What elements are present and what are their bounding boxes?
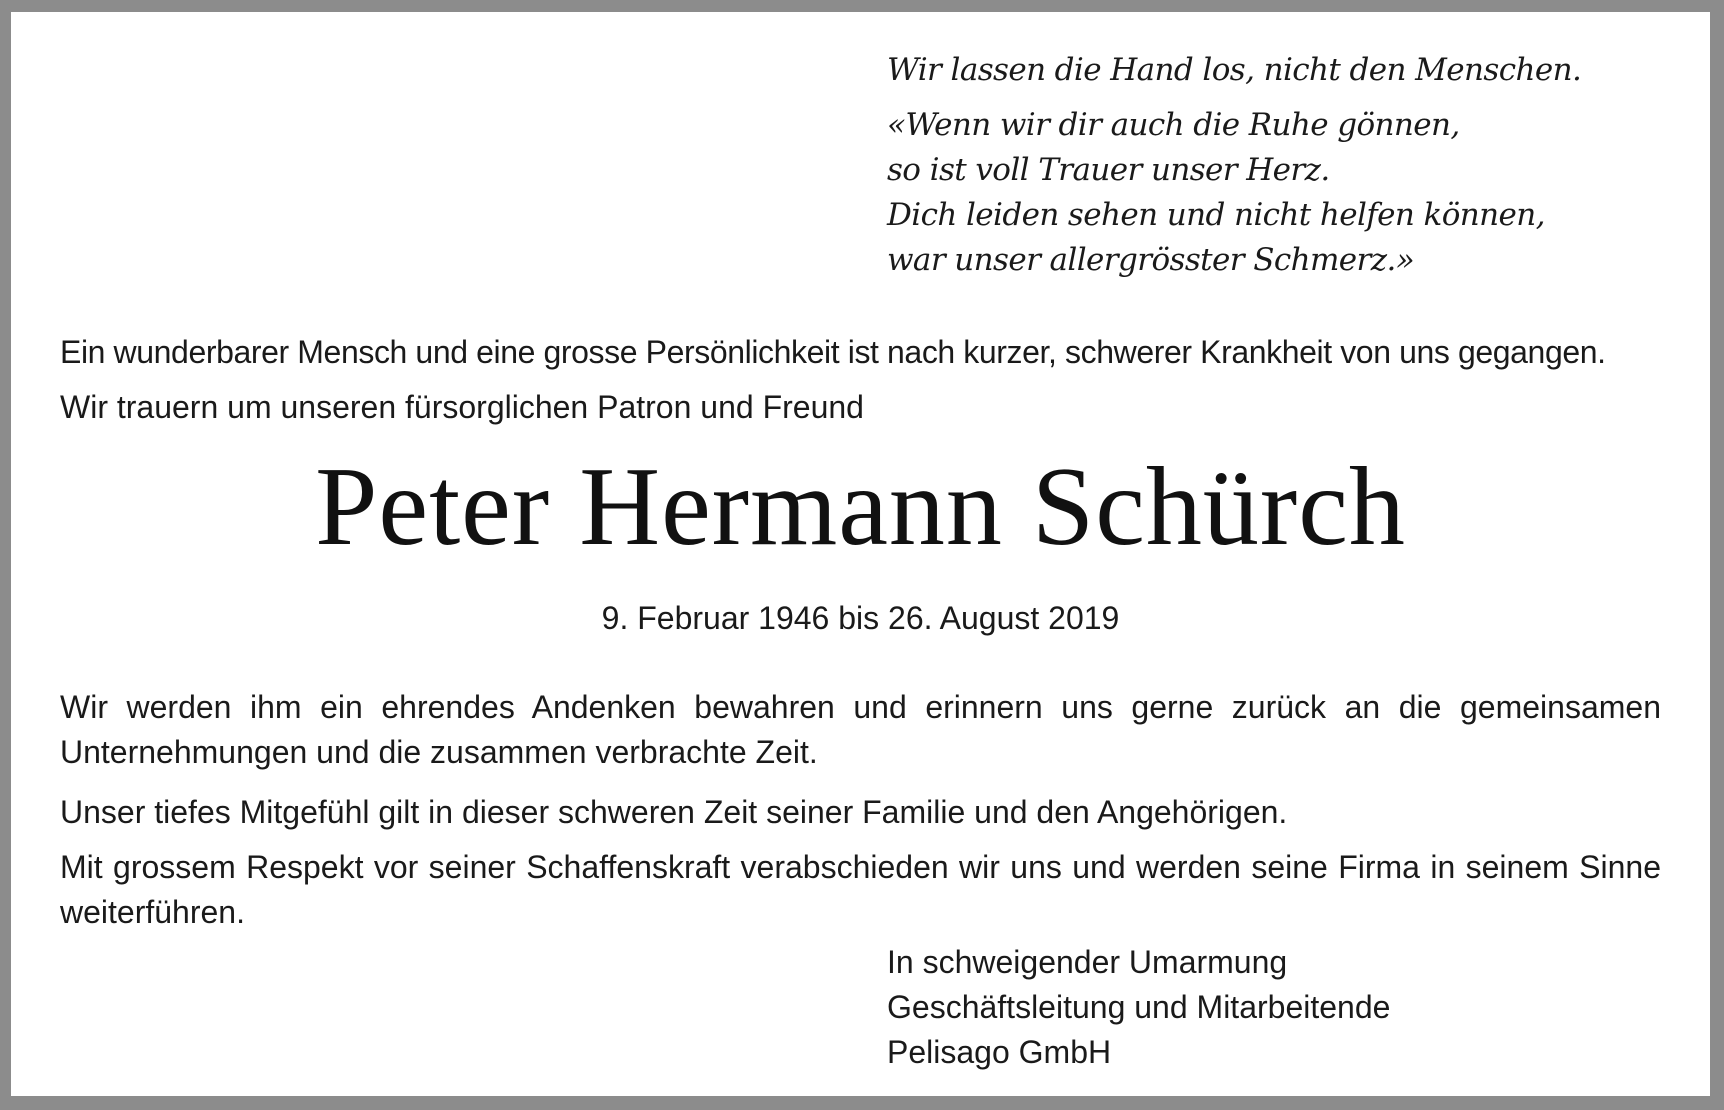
verse-line: Dich leiden sehen und nicht helfen können, [887, 197, 1545, 233]
verse-line: war unser allergrösster Schmerz.» [887, 242, 1415, 278]
verse-line: so ist voll Trauer unser Herz. [887, 152, 1330, 188]
deceased-name: Peter Hermann Schürch [315, 445, 1406, 569]
quote-block [887, 48, 1687, 283]
respect-paragraph: Mit grossem Respekt vor seiner Schaffenskraft verabschieden wir uns und werden seine Firma in seinem Sinne weiterführen. [60, 849, 1661, 930]
closing-line: In schweigender Umarmung [887, 944, 1288, 980]
company-name: Pelisago GmbH [887, 1034, 1112, 1070]
life-dates: 9. Februar 1946 bis 26. August 2019 [601, 600, 1120, 636]
intro-announcement: Ein wunderbarer Mensch und eine grosse Persönlichkeit ist nach kurzer, schwerer Krankheit von uns gegangen. [60, 334, 1606, 370]
verse-line: «Wenn wir dir auch die Ruhe gönnen, [887, 107, 1460, 143]
intro-mourning: Wir trauern um unseren fürsorglichen Patron und Freund [60, 389, 864, 425]
signature-block [887, 940, 1667, 1075]
verse [887, 103, 1687, 283]
sympathy-paragraph: Unser tiefes Mitgefühl gilt in dieser schweren Zeit seiner Familie und den Angehörigen. [60, 794, 1288, 830]
memory-paragraph: Wir werden ihm ein ehrendes Andenken bewahren und erinnern uns gerne zurück an die gemeinsamen Unternehmungen und die zusammen verbrachte Zeit. [60, 689, 1661, 770]
motto-line: Wir lassen die Hand los, nicht den Menschen. [887, 52, 1582, 88]
obituary-page [11, 12, 1710, 1096]
signers-line: Geschäftsleitung und Mitarbeitende [887, 989, 1391, 1025]
